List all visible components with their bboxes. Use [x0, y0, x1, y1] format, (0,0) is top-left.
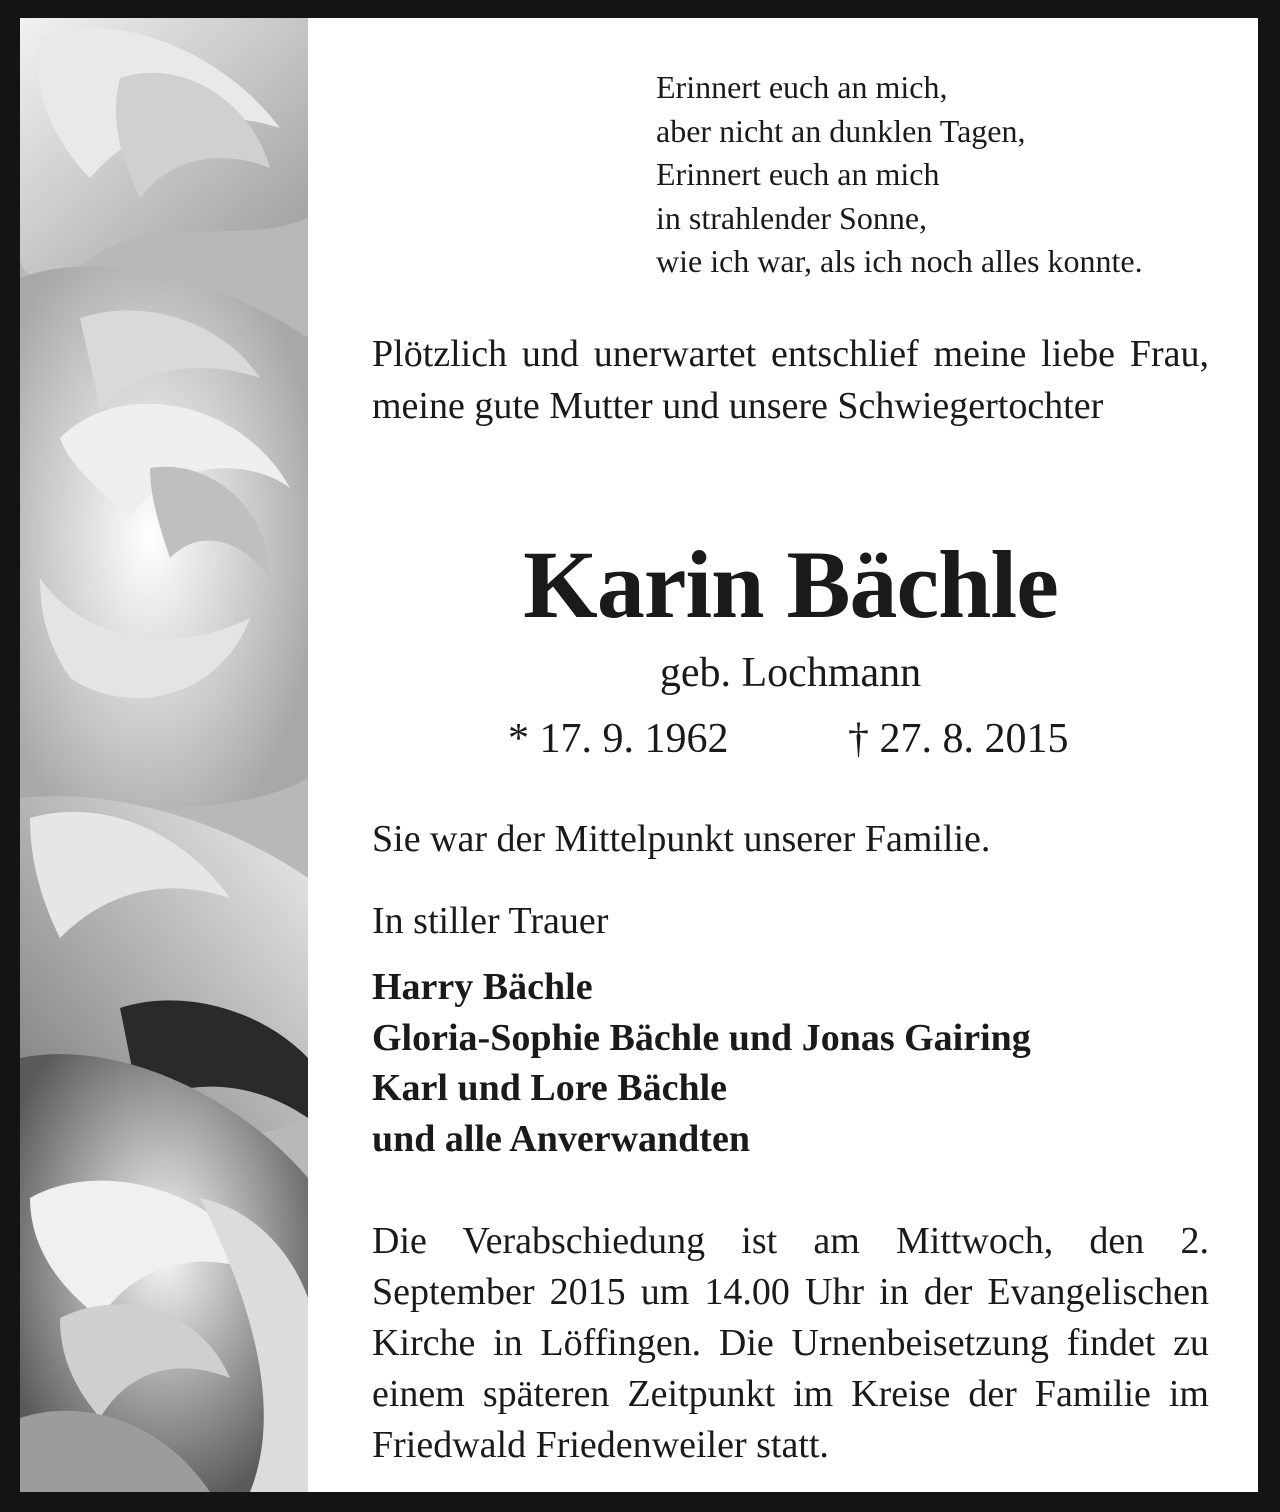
poem: [656, 66, 1143, 284]
mourner-name: Karl und Lore Bächle: [372, 1067, 728, 1109]
mourner-name: Gloria-Sophie Bächle und Jonas Gairing: [372, 1016, 1031, 1059]
funeral-info: Die Verabschiedung ist am Mittwoch, den 2. September 2015 um 14.00 Uhr in der Evangelischen Kirche in Löffingen. Die Urnenbeisetzung findet zu einem späteren Zeitpunkt im Kreise der Familie im Friedwald Friedenweiler statt.: [372, 1220, 1209, 1466]
poem-line: aber nicht an dunklen Tagen,: [656, 112, 1026, 149]
mourning-heading: In stiller Trauer: [372, 900, 609, 942]
poem-line: wie ich war, als ich noch alles konnte.: [656, 243, 1143, 279]
death-date: † 27. 8. 2015: [848, 716, 1069, 762]
mourners-list: [372, 962, 1031, 1164]
roses-photo: [20, 18, 308, 1492]
maiden-name: geb. Lochmann: [659, 650, 922, 696]
mourner-name: und alle Anverwandten: [372, 1117, 750, 1160]
poem-line: in strahlender Sonne,: [656, 199, 928, 236]
tribute-line: Sie war der Mittelpunkt unserer Familie.: [372, 818, 991, 860]
roses-image: [20, 18, 308, 1492]
deceased-name: Karin Bächle: [523, 531, 1058, 638]
poem-line: Erinnert euch an mich: [656, 156, 940, 192]
poem-line: Erinnert euch an mich,: [656, 69, 948, 105]
announcement-intro: Plötzlich und unerwartet entschlief meine liebe Frau, meine gute Mutter und unsere Schwiegertochter: [372, 333, 1209, 427]
birth-date: * 17. 9. 1962: [508, 716, 729, 762]
mourner-name: Harry Bächle: [372, 966, 593, 1008]
